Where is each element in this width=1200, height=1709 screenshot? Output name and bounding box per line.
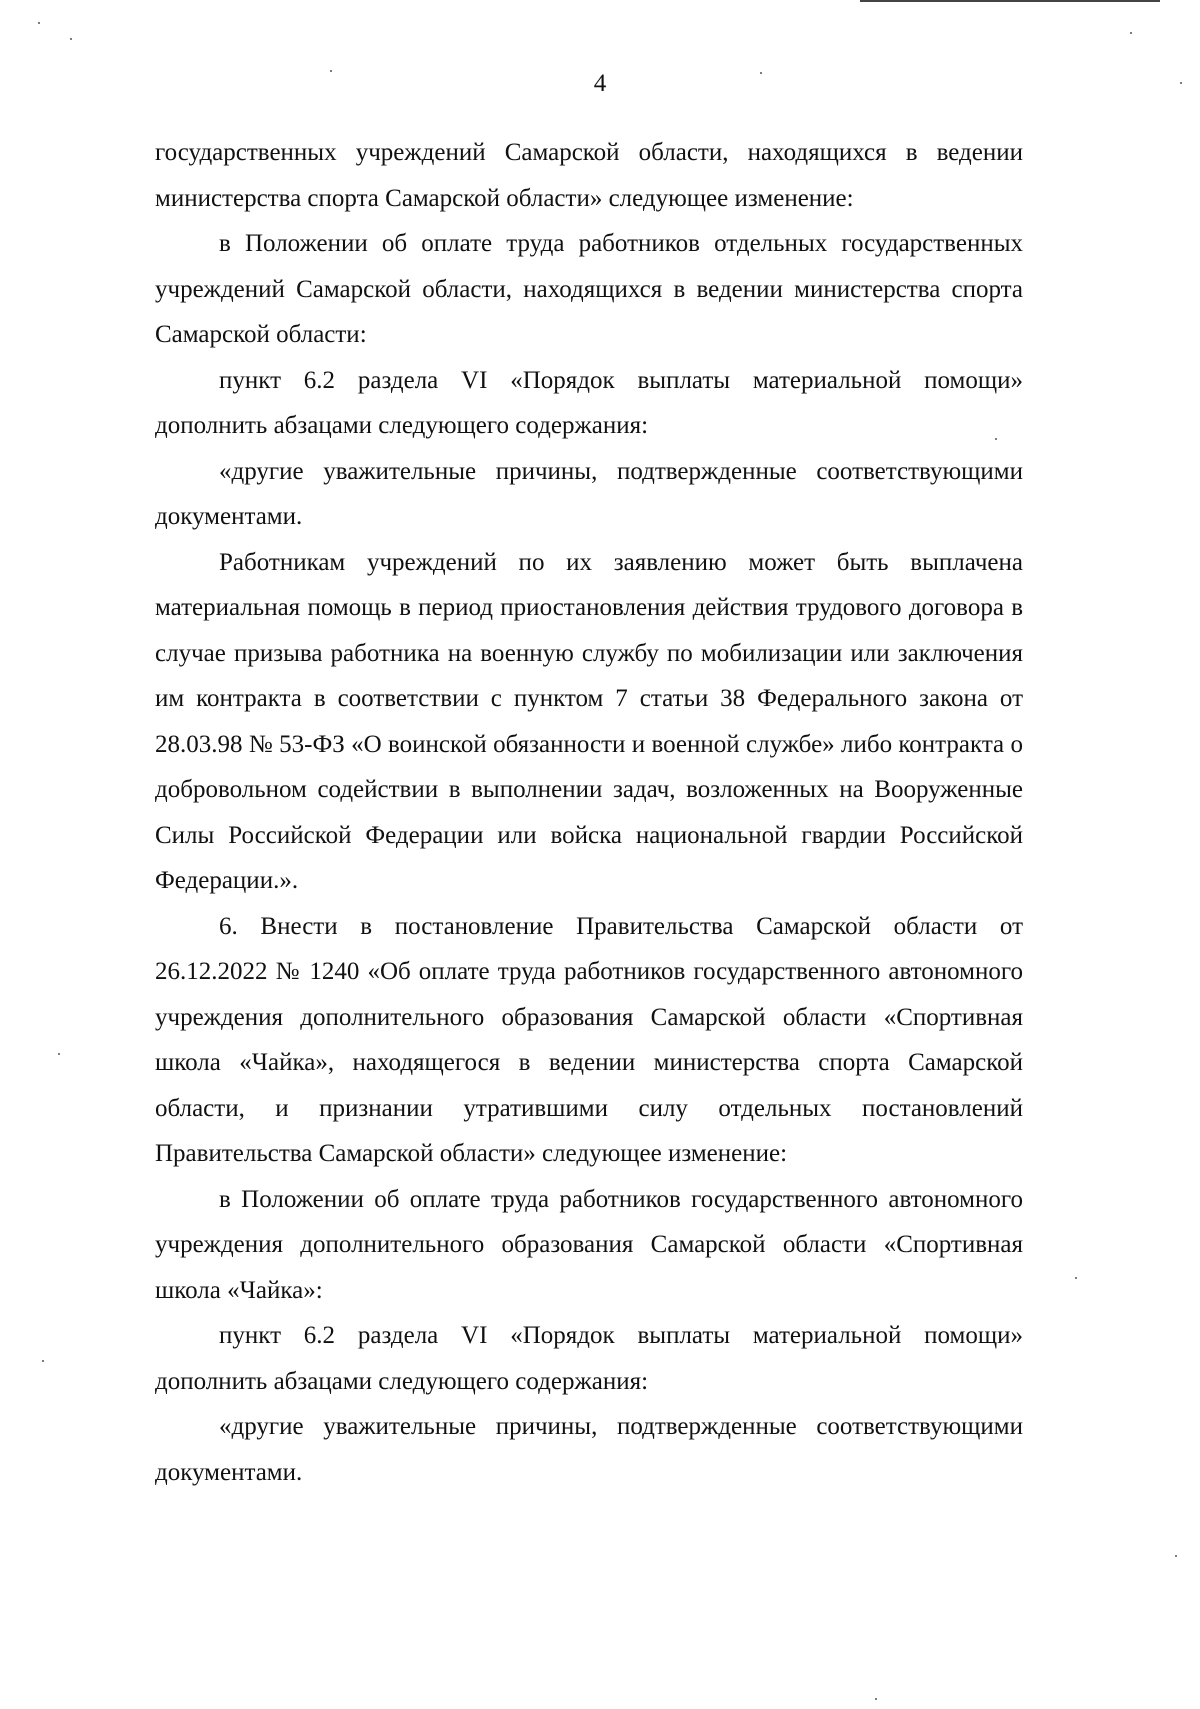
scan-speck [760,72,762,74]
scan-speck [875,1698,877,1700]
scan-speck [995,438,997,440]
paragraph-regulation-amendment-2: в Положении об оплате труда работников государственного автономного учреждения дополнительного образования Самарской области «Спортивная школа «Чайка»: [155,1185,1023,1304]
scan-speck [1180,82,1182,84]
scan-speck [70,38,72,40]
paragraph-clause-6-2-1: пункт 6.2 раздела VI «Порядок выплаты материальной помощи» дополнить абзацами следующего содержания: [155,366,1023,439]
scan-speck [1130,32,1132,34]
document-body [155,130,1023,1495]
paragraph-continuation: государственных учреждений Самарской области, находящихся в ведении министерства спорта Самарской области» следующее изменение: [155,139,1023,212]
paragraph-regulation-amendment-1: в Положении об оплате труда работников отдельных государственных учреждений Самарской области, находящихся в ведении министерства спорта Самарской области: [155,230,1023,348]
scan-speck [330,70,332,72]
paragraph-other-reasons-2: «другие уважительные причины, подтвержденные соответствующими документами. [155,1413,1023,1486]
paragraph-other-reasons-1: «другие уважительные причины, подтвержденные соответствующими документами. [155,457,1023,530]
scan-speck [42,1360,44,1362]
paragraph-clause-6-2-2: пункт 6.2 раздела VI «Порядок выплаты материальной помощи» дополнить абзацами следующего содержания: [155,1322,1023,1395]
paragraph-item-6: 6. Внести в постановление Правительства Самарской области от 26.12.2022 № 1240 «Об оплате труда работников государственного автономного учреждения дополнительного образования Самарской области «Спортивная школа «Чайка», находящегося в ведении министерства спорта Самарской области, и признании утратившими силу отдельных постановлений Правительства Самарской области» следующее изменение: [155,912,1023,1167]
scan-speck [58,1053,60,1055]
paragraph-material-aid: Работникам учреждений по их заявлению может быть выплачена материальная помощь в период приостановления действия трудового договора в случае призыва работника на военную службу по мобилизации или заключения им контракта в соответствии с пунктом 7 статьи 38 Федерального закона от 28.03.98 № 53-ФЗ «О воинской обязанности и военной службе» либо контракта о добровольном содействии в выполнении задач, возложенных на Вооруженные Силы Российской Федерации или войска национальной гвардии Российской Федерации.». [155,548,1023,894]
scan-speck [1175,1555,1177,1557]
top-edge-rule [860,0,1160,2]
scan-speck [1075,1277,1077,1279]
page-number: 4 [593,70,607,97]
scan-speck [38,22,40,24]
